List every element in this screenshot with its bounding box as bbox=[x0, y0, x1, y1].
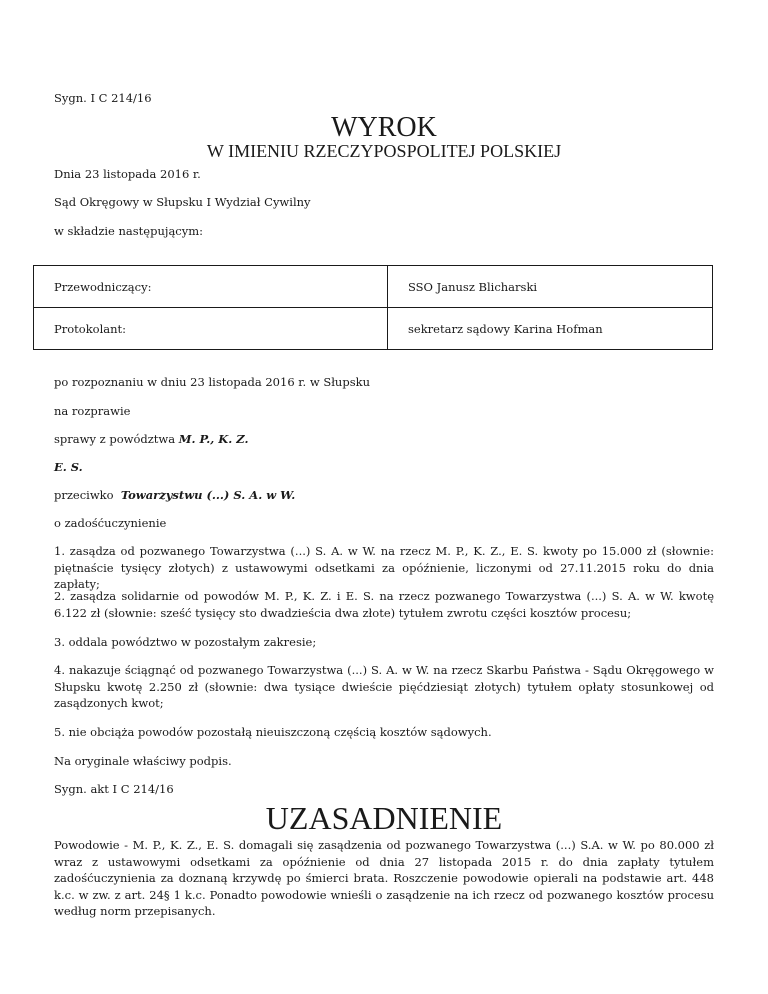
ruling-item: 1. zasądza od pozwanego Towarzystwa (...) S. A. w W. na rzecz M. P., K. Z., E. S. kwoty po 15.000 zł (słownie: piętnaście tysięcy złotych) z ustawowymi odsetkami za opóźnienie, liczonymi od 27.11.2015 roku do dnia zapłaty; bbox=[54, 544, 714, 591]
ruling-item: 5. nie obciąża powodów pozostałą nieuiszczoną częścią kosztów sądowych. bbox=[54, 725, 492, 739]
plaintiffs-line-2 bbox=[54, 459, 83, 475]
justification-title: UZASADNIENIE bbox=[265, 800, 503, 836]
role-cell: Protokolant: bbox=[34, 308, 388, 350]
ruling-item: 3. oddala powództwo w pozostałym zakresie; bbox=[54, 635, 317, 649]
case-subject: o zadośćuczynienie bbox=[54, 516, 167, 530]
case-signature: Sygn. I C 214/16 bbox=[54, 91, 152, 105]
person-cell: sekretarz sądowy Karina Hofman bbox=[388, 308, 713, 350]
date-line: Dnia 23 listopada 2016 r. bbox=[54, 167, 201, 181]
document-subtitle: W IMIENIU RZECZYPOSPOLITEJ POLSKIEJ bbox=[206, 141, 562, 161]
ruling-item: 2. zasądza solidarnie od powodów M. P., K. Z. i E. S. na rzecz pozwanego Towarzystwa (...) S. A. w W. kwotę 6.122 zł (słownie: sześć tysięcy sto dwadzieścia dwa złote) tytułem zwrotu części kosztów procesu; bbox=[54, 589, 714, 620]
person-cell: SSO Janusz Blicharski bbox=[388, 266, 713, 308]
hearing-after: po rozpoznaniu w dniu 23 listopada 2016 r. w Słupsku bbox=[54, 375, 370, 389]
justification-paragraph: Powodowie - M. P., K. Z., E. S. domagali się zasądzenia od pozwanego Towarzystwa (...) S.A. w W. po 80.000 zł wraz z ustawowymi odsetkami za opóźnienie od dnia 27 listopada 2015 r. do dnia zapłaty tytułem zadośćuczynienia za doznaną krzywdę po śmierci brata. Roszczenie powodowie opierali na podstawie art. 448 k.c. w zw. z art. 24§ 1 k.c. Ponadto powodowie wnieśli o zasądzenie na ich rzecz od pozwanego kosztów procesu według norm przepisanych. bbox=[54, 838, 714, 918]
defendant-name: Towarzystwu (...) S. A. w W. bbox=[120, 488, 296, 502]
against-prefix: przeciwko bbox=[54, 488, 121, 502]
document-title: WYROK bbox=[331, 112, 437, 143]
case-prefix: sprawy z powództwa bbox=[54, 432, 179, 446]
court-name: Sąd Okręgowy w Słupsku I Wydział Cywilny bbox=[54, 195, 311, 209]
table-row bbox=[34, 266, 713, 308]
case-plaintiffs-line bbox=[54, 431, 248, 447]
table-row bbox=[34, 308, 713, 350]
signature-note: Na oryginale właściwy podpis. bbox=[54, 754, 232, 768]
against-line bbox=[54, 487, 295, 503]
case-signature-act: Sygn. akt I C 214/16 bbox=[54, 782, 174, 796]
composition-table bbox=[33, 265, 713, 350]
hearing-at: na rozprawie bbox=[54, 404, 131, 418]
composition-intro: w składzie następującym: bbox=[54, 224, 204, 238]
role-cell: Przewodniczący: bbox=[34, 266, 388, 308]
ruling-item: 4. nakazuje ściągnąć od pozwanego Towarzystwa (...) S. A. w W. na rzecz Skarbu Państwa - Sądu Okręgowego w Słupsku kwotę 2.250 zł (słownie: dwa tysiące dwieście pięćdziesiąt złotych) tytułem opłaty stosunkowej od zasądzonych kwot; bbox=[54, 663, 714, 710]
plaintiff-name: E. S. bbox=[54, 460, 83, 474]
plaintiffs-names: M. P., K. Z. bbox=[178, 432, 249, 446]
